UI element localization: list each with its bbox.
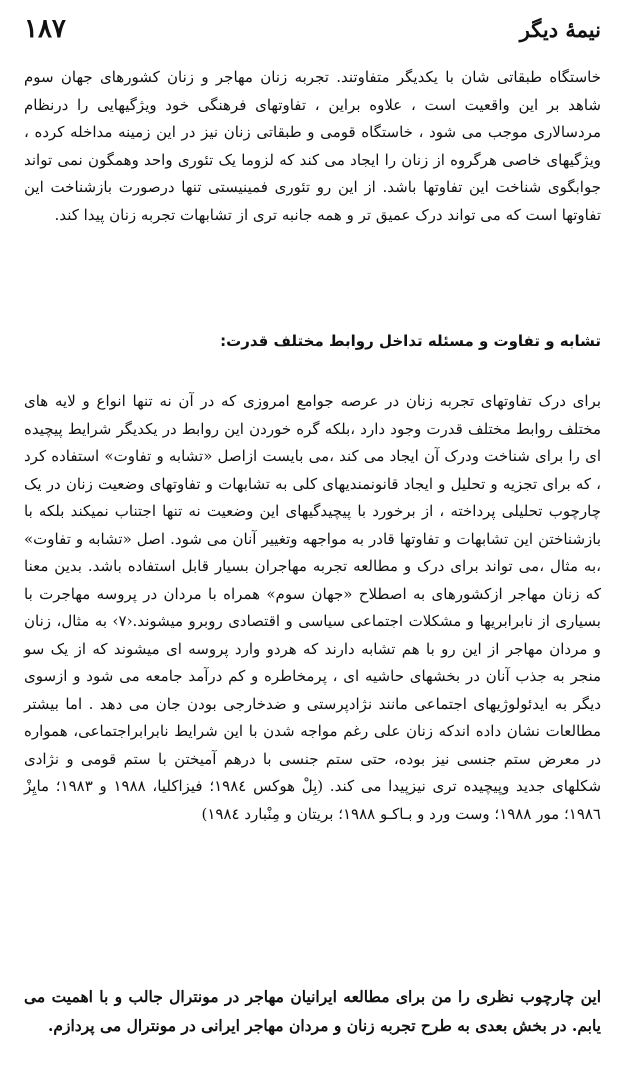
page-number: ١٨٧ [24, 14, 66, 44]
body-paragraph-2: برای درک تفاوتهای تجربه زنان در عرصه جوامع امروزی که در آن نه تنها انواع و لایه های مختلف روابط مختلف قدرت وجود دارد ،بلکه گره خوردن این روابط در یکدیگر شرایط پیچیده ای را برای شناخت ودرک آن ایجاد می کند ،می بایست ازاصل «تشابه و تفاوت» استفاده کرد ، که برای تجزیه و تحلیل و ایجاد قانونمندیهای کلی به تشابهات و تفاوتهای وضعیت زنان در یک چارچوب تحلیلی پرداخته ، از برخورد با پیچیدگیهای این وضعیت نه تنها اجتناب نمیکند بلکه با بازشناختن این تشابهات و تفاوتها قادر به مواجهه وتغییر آنان می شود. اصل «تشابه و تفاوت» ،به مثال ،می تواند برای درک و مطالعه تجربه مهاجران بسیار قابل استفاده باشد. بدین معنا که زنان مهاجر ازکشورهای به اصطلاح «جهان سوم» همراه با مردان در پروسه مهاجرت با بسیاری از نابرابریها و مشکلات اجتماعی سیاسی و اقتصادی روبرو میشوند.‹٧› به مثال، زنان و مردان مهاجر از این رو با هم تشابه دارند که هردو وارد پروسه ای میشوند که از یک سو منجر به جذب آنان در بخشهای حاشیه ای ، پرمخاطره و کم درآمد جامعه می شود و ازسوی دیگر به ایدئولوژیهای اجتماعی مانند نژادپرستی و ضدخارجی بودن جان می دهد . اما بیشتر مطالعات نشان داده اندکه زنان علی رغم مواجه شدن با این شرایط نابرابراجتماعی، همواره در معرض ستم جنسی نیز بوده، حتی ستم جنسی با درهم آمیختن با ستم قومی و نژادی شکلهای جدید وپیچیده تری نیزپیدا می کند. (بِلْ هوکس ١٩٨٤؛ فیزاکلیا، ١٩٨٨ و ١٩٨٣؛ مایِزْ ١٩٨٦؛ مور ١٩٨٨؛ وست ورد و بـاکـو ١٩٨٨؛ بریتان و مِنْبارد ١٩٨٤) [24, 392, 602, 823]
running-title: نیمهٔ دیگر [519, 16, 601, 42]
body-paragraph-3: این چارچوب نظری را من برای مطالعه ایرانیان مهاجر در مونترال جالب و با اهمیت می یابم. در بخش بعدی به طرح تجربه زنان و مردان مهاجر ایرانی در مونترال می پردازم. [24, 987, 601, 1035]
section-heading: تشابه و تفاوت و مسئله تداخل روابط مختلف قدرت: [220, 332, 601, 350]
body-paragraph-1: خاستگاه طبقاتی شان با یکدیگر متفاوتند. تجربه زنان مهاجر و زنان کشورهای جهان سوم شاهد بر این واقعیت است ، علاوه براین ، تفاوتهای فرهنگی خود ویژگیهایی را درنظام مردسالاری موجب می شود ، خاستگاه قومی و طبقاتی زنان نیز در این زمینه مداخله کرده ، ویژگیهای خاصی هرگروه از زنان را ایجاد می کند که لزوما یک تئوری واحد وهمگون نمی تواند جوابگوی شناخت این تفاوتها باشد. از این رو تئوری فمینیستی تنها درصورت بازشناخت این تفاوتها است که می تواند درک عمیق تر و همه جانبه تری از تشابهات تجربه زنان پیدا کند. [24, 68, 601, 224]
page-header [24, 12, 601, 46]
